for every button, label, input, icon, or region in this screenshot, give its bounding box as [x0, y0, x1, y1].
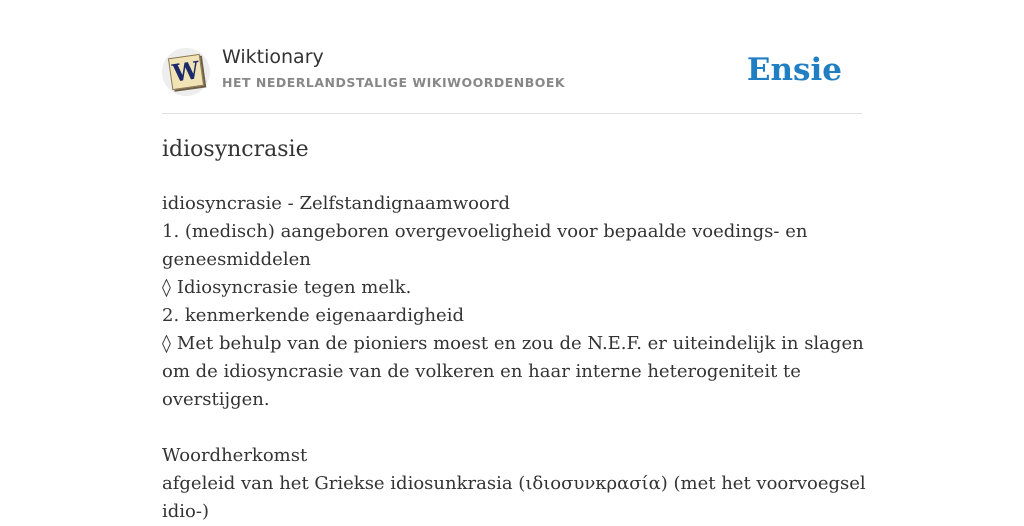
example-marker-icon: ◊	[162, 277, 171, 298]
wiktionary-logo-icon[interactable]	[162, 48, 210, 96]
site-name[interactable]: Wiktionary	[222, 46, 324, 68]
sense-2: 2. kenmerkende eigenaardigheid	[162, 305, 464, 326]
header-divider	[162, 113, 862, 114]
logo-letter: W	[170, 55, 202, 88]
sense-1: 1. (medisch) aangeboren overgevoeligheid voor bepaalde voedings- en geneesmiddelen	[162, 221, 808, 270]
logo-tile	[168, 54, 204, 90]
site-header	[162, 44, 862, 100]
example-marker-icon: ◊	[162, 333, 171, 354]
page-title: idiosyncrasie	[162, 137, 309, 162]
example-1-line	[162, 274, 867, 302]
example-1: Idiosyncrasie tegen melk.	[176, 277, 412, 298]
example-2-line	[162, 330, 867, 414]
entry-content	[162, 190, 867, 526]
etymology-heading: Woordherkomst	[162, 445, 308, 466]
etymology-text: afgeleid van het Griekse idiosunkrasia (ιδιοσυνκρασία) (met het voorvoegsel idio-)	[162, 473, 866, 522]
spacer	[162, 414, 867, 442]
example-2: Met behulp van de pioniers moest en zou de N.E.F. er uiteindelijk in slagen om de idiosyncrasie van de volkeren en haar interne heterogeniteit te overstijgen.	[162, 333, 864, 410]
ensie-brand-link[interactable]: Ensie	[746, 52, 842, 88]
entry-heading: idiosyncrasie - Zelfstandignaamwoord	[162, 193, 510, 214]
site-subtitle: HET NEDERLANDSTALIGE WIKIWOORDENBOEK	[222, 75, 566, 90]
